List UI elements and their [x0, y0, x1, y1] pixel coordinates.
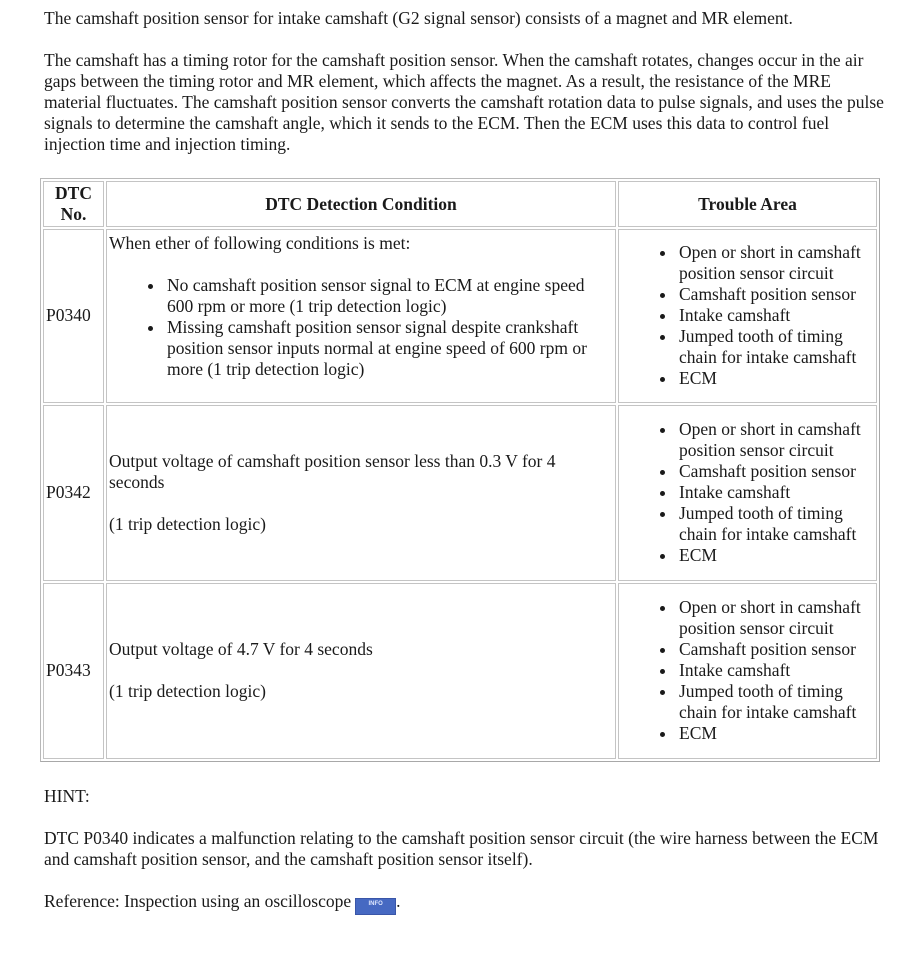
condition-note: (1 trip detection logic)	[109, 513, 266, 534]
info-button[interactable]: INFO	[355, 898, 396, 915]
reference-text: Reference: Inspection using an oscilloscope	[44, 891, 352, 911]
trouble-area	[618, 229, 877, 403]
table-header-row	[43, 181, 877, 227]
trouble-item: • Intake camshaft	[677, 482, 874, 503]
table-row	[43, 583, 877, 759]
trouble-item: • Open or short in camshaft position sensor circuit	[677, 419, 874, 461]
intro-section	[44, 6, 884, 155]
trouble-list	[621, 597, 874, 744]
trouble-item: • ECM	[677, 545, 874, 566]
intro-paragraph-1: The camshaft position sensor for intake camshaft (G2 signal sensor) consists of a magnet and MR element.	[44, 8, 793, 28]
hint-label: HINT:	[44, 786, 90, 806]
trouble-list	[621, 242, 874, 389]
header-dtc-no	[43, 181, 104, 227]
hint-body: DTC P0340 indicates a malfunction relating to the camshaft position sensor circuit (the wire harness between the ECM and camshaft position sensor, and the camshaft position sensor itself).	[44, 828, 879, 869]
trouble-item: • ECM	[677, 368, 874, 389]
trouble-item: • Camshaft position sensor	[677, 284, 874, 305]
trouble-area	[618, 583, 877, 759]
condition-item: • No camshaft position sensor signal to ECM at engine speed 600 rpm or more (1 trip detection logic)	[165, 275, 613, 317]
trouble-item: • Intake camshaft	[677, 305, 874, 326]
trouble-area	[618, 405, 877, 581]
reference-period: .	[396, 891, 401, 911]
header-trouble-area: Trouble Area	[618, 181, 877, 227]
detection-condition	[106, 229, 616, 403]
condition-note: (1 trip detection logic)	[109, 681, 266, 702]
header-condition: DTC Detection Condition	[106, 181, 616, 227]
table-row	[43, 229, 877, 403]
dtc-code: P0340	[43, 229, 104, 403]
table-row	[43, 405, 877, 581]
condition-lead: When ether of following conditions is met:	[109, 232, 411, 253]
trouble-item: • Intake camshaft	[677, 660, 874, 681]
trouble-item: • Open or short in camshaft position sensor circuit	[677, 597, 874, 639]
dtc-table	[40, 178, 880, 762]
condition-item: • Missing camshaft position sensor signal despite crankshaft position sensor inputs normal at engine speed of 600 rpm or more (1 trip detection logic)	[165, 317, 613, 380]
trouble-item: • Open or short in camshaft position sensor circuit	[677, 242, 874, 284]
intro-paragraph-2: The camshaft has a timing rotor for the camshaft position sensor. When the camshaft rotates, changes occur in the air gaps between the timing rotor and MR element, which affects the magnet. As a result, the resistance of the MRE material fluctuates. The camshaft position sensor converts the camshaft rotation data to pulse signals, and uses the pulse signals to determine the camshaft angle, which it sends to the ECM. Then the ECM uses this data to control fuel injection time and injection timing.	[44, 50, 884, 154]
condition-text: Output voltage of 4.7 V for 4 seconds	[109, 639, 373, 660]
dtc-code: P0343	[43, 583, 104, 759]
trouble-list	[621, 419, 874, 566]
detection-condition	[106, 583, 616, 759]
condition-text: Output voltage of camshaft position sensor less than 0.3 V for 4 seconds	[109, 450, 556, 492]
header-dtc-line1: DTC	[55, 183, 92, 203]
trouble-item: • Camshaft position sensor	[677, 639, 874, 660]
header-dtc-line2: No.	[60, 204, 87, 224]
hint-section	[44, 786, 884, 915]
trouble-item: • Camshaft position sensor	[677, 461, 874, 482]
detection-condition	[106, 405, 616, 581]
condition-list	[109, 275, 613, 380]
trouble-item: • ECM	[677, 723, 874, 744]
reference-line	[44, 891, 884, 915]
trouble-item: • Jumped tooth of timing chain for intake camshaft	[677, 503, 874, 545]
trouble-item: • Jumped tooth of timing chain for intake camshaft	[677, 326, 874, 368]
trouble-item: • Jumped tooth of timing chain for intake camshaft	[677, 681, 874, 723]
dtc-code: P0342	[43, 405, 104, 581]
